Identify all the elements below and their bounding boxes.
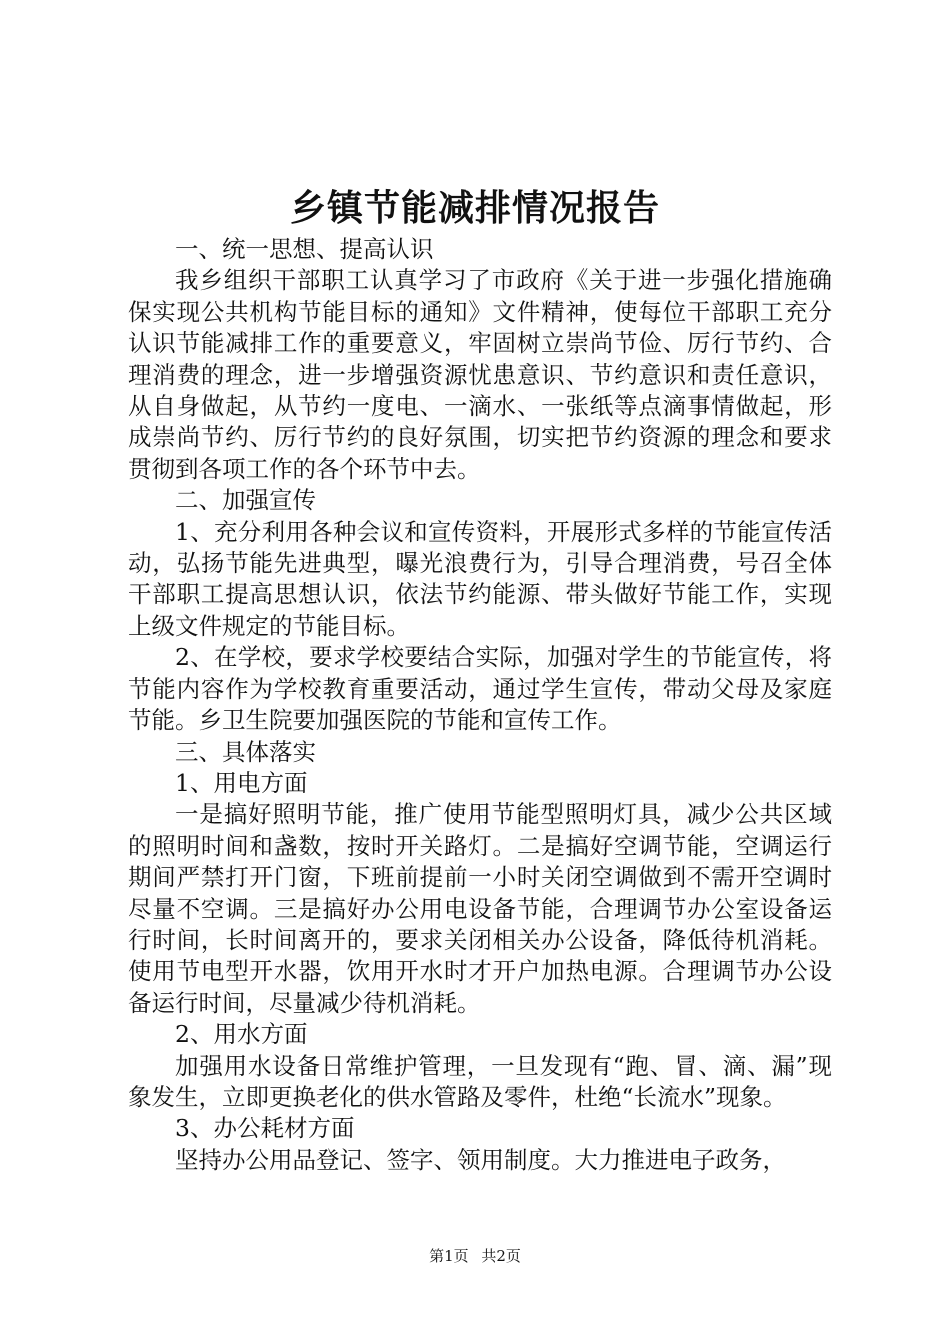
section-heading: 三、具体落实	[175, 737, 316, 766]
paragraph: 1、充分利用各种会议和宣传资料，开展形式多样的节能宣传活动，弘扬节能先进典型，曝光浪费行为，引导合理消费，号召全体干部职工提高思想认识，依法节约能源、带头做好节能工作，实现上级文件规定的节能目标。	[128, 517, 832, 640]
section-heading: 二、加强宣传	[175, 486, 316, 515]
subsection-heading: 3、办公耗材方面	[175, 1114, 355, 1143]
subsection-heading: 2、用水方面	[175, 1020, 308, 1049]
page-total: 共2页	[481, 1247, 521, 1265]
paragraph: 一是搞好照明节能，推广使用节能型照明灯具，减少公共区域的照明时间和盏数，按时开关路灯。二是搞好空调节能，空调运行期间严禁打开门窗，下班前提前一小时关闭空调做到不需开空调时尽量不空调。三是搞好办公用电设备节能，合理调节办公室设备运行时间，长时间离开的，要求关闭相关办公设备，降低待机消耗。使用节电型开水器，饮用开水时才开户加热电源。合理调节办公设备运行时间，尽量减少待机消耗。	[128, 800, 832, 1017]
document-body	[128, 234, 832, 1176]
page-footer	[0, 1246, 950, 1266]
subsection-heading: 1、用电方面	[175, 768, 308, 797]
paragraph: 我乡组织干部职工认真学习了市政府《关于进一步强化措施确保实现公共机构节能目标的通知》文件精神，使每位干部职工充分认识节能减排工作的重要意义，牢固树立崇尚节俭、厉行节约、合理消费的理念，进一步增强资源忧患意识、节约意识和责任意识，从自身做起，从节约一度电、一滴水、一张纸等点滴事情做起，形成崇尚节约、厉行节约的良好氛围，切实把节约资源的理念和要求贯彻到各项工作的各个环节中去。	[128, 266, 832, 483]
paragraph: 坚持办公用品登记、签字、领用制度。大力推进电子政务，	[175, 1145, 786, 1174]
page-number: 第1页	[429, 1247, 469, 1265]
document-title: 乡镇节能减排情况报告	[289, 187, 660, 229]
paragraph: 加强用水设备日常维护管理，一旦发现有“跑、冒、滴、漏”现象发生，立即更换老化的供水管路及零件，杜绝“长流水”现象。	[128, 1051, 832, 1111]
paragraph: 2、在学校，要求学校要结合实际，加强对学生的节能宣传，将节能内容作为学校教育重要活动，通过学生宣传，带动父母及家庭节能。乡卫生院要加强医院的节能和宣传工作。	[128, 643, 832, 735]
section-heading: 一、统一思想、提高认识	[175, 235, 434, 263]
